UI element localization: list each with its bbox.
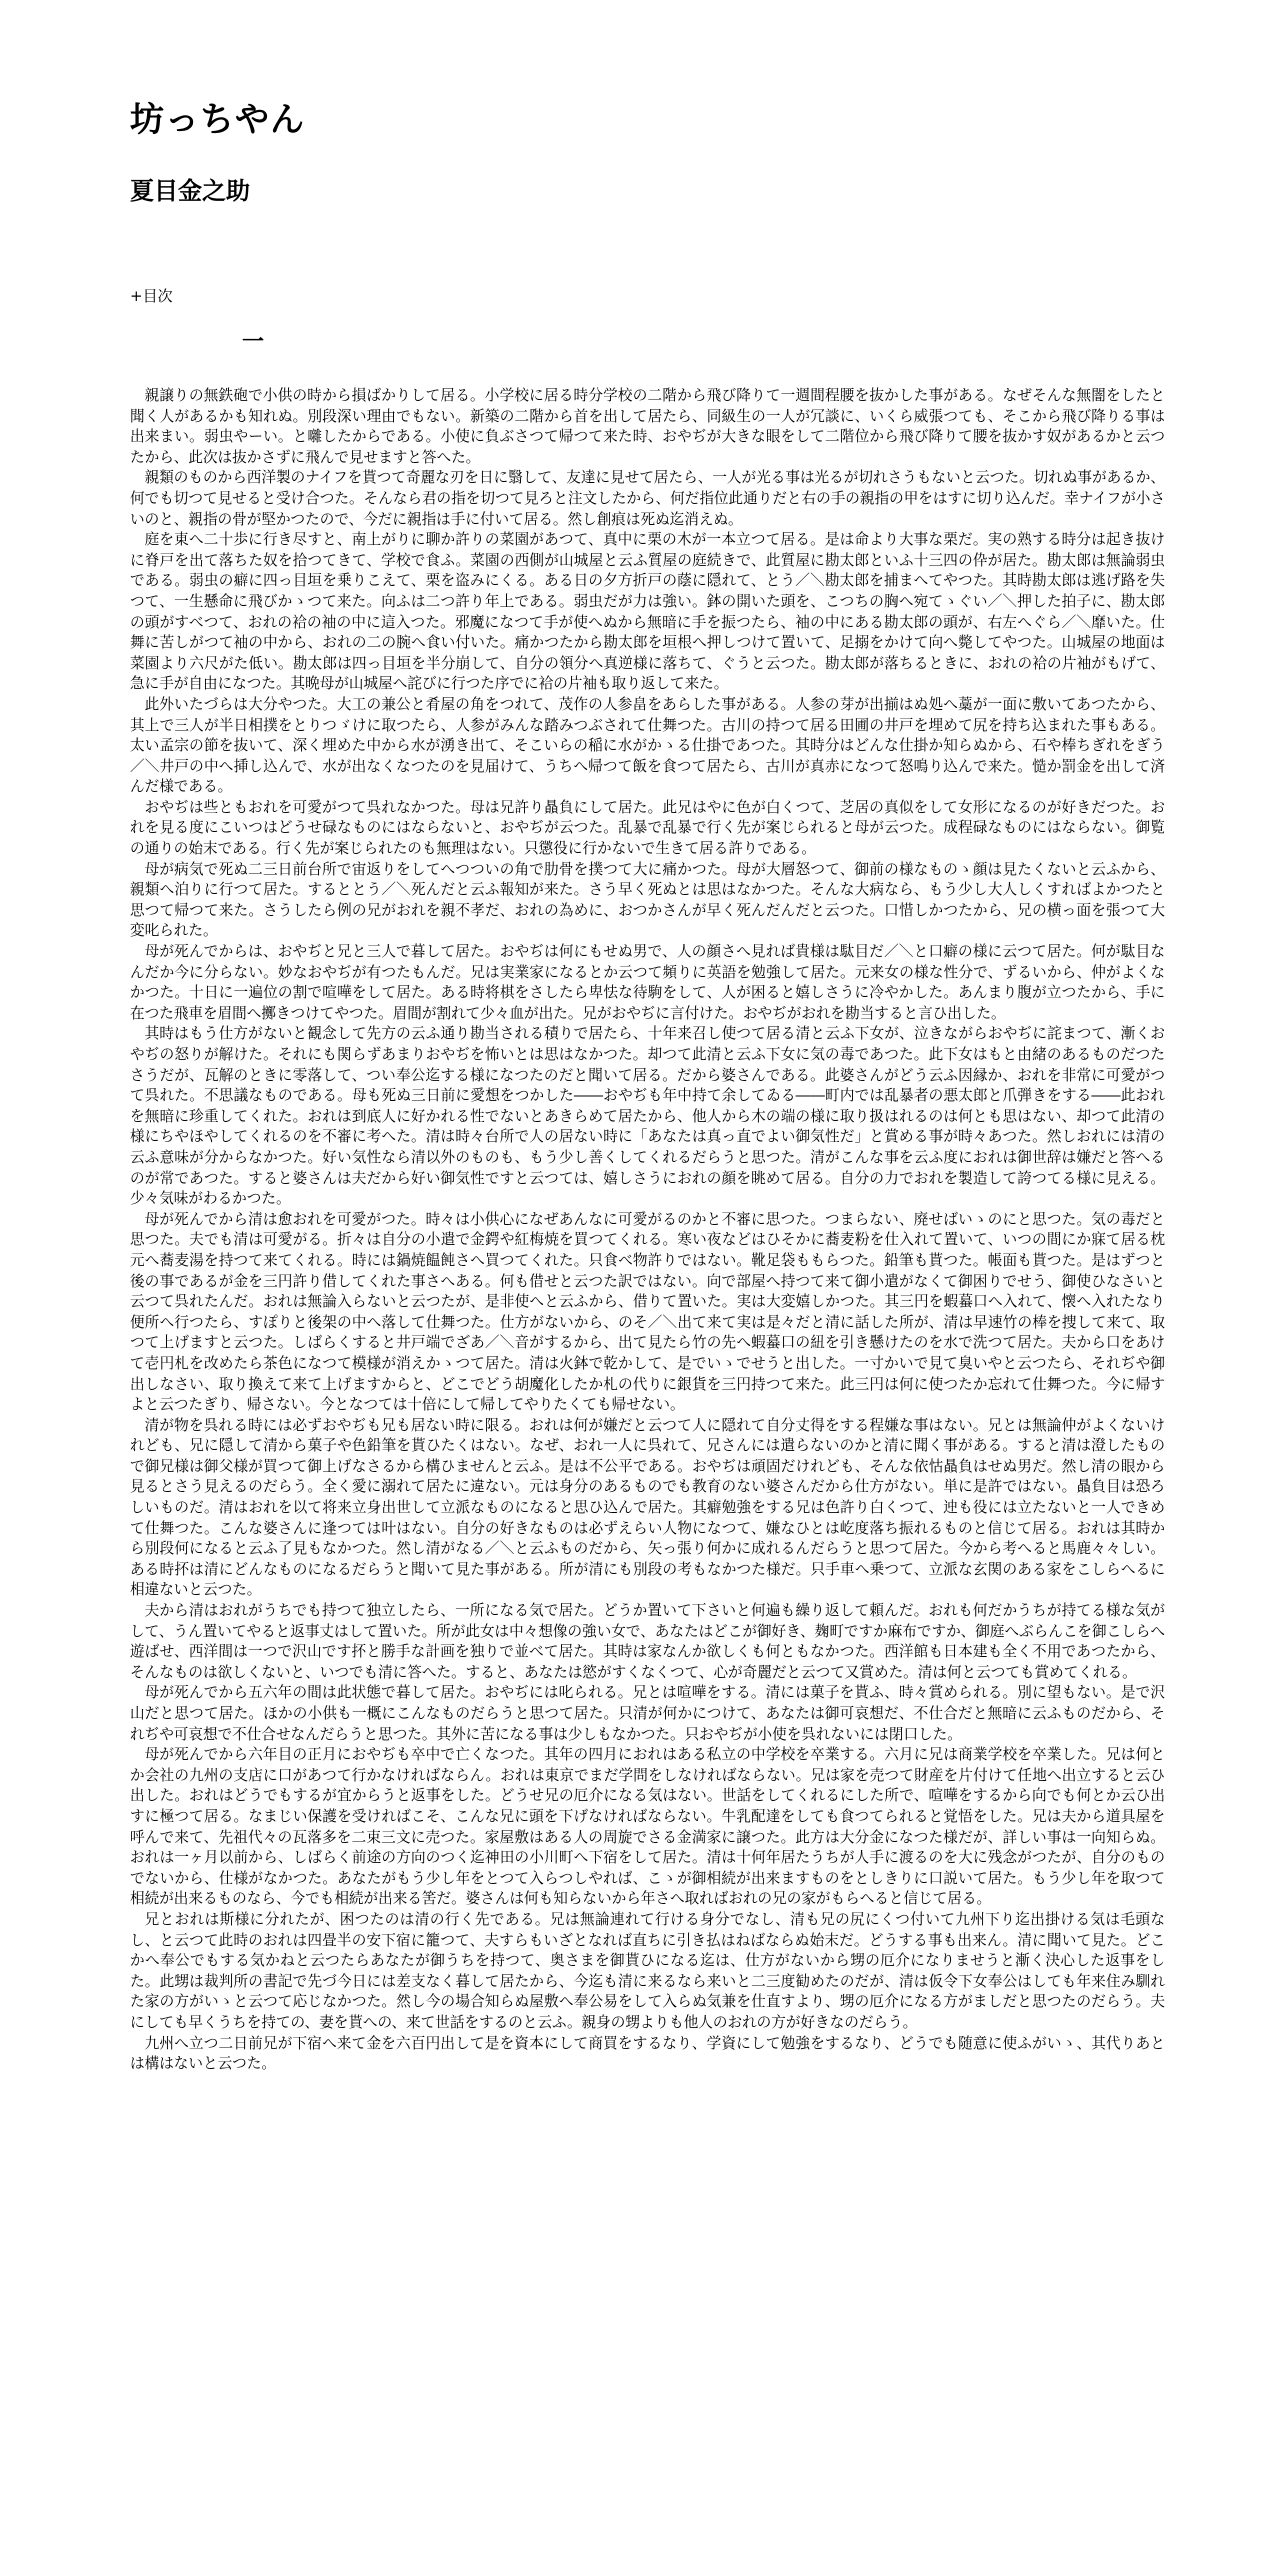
paragraph: 九州へ立つ二日前兄が下宿へ来て金を六百円出して是を資本にして商買をするなり、学資にして勉強をするなり、どうでも随意に使ふがいゝ、其代りあとは構はないと云つた。 [130, 2034, 1165, 2073]
paragraph: 夫から清はおれがうちでも持つて独立したら、一所になる気で居た。どうか置いて下さいと何遍も繰り返して頼んだ。おれも何だかうちが持てる様な気がして、うん置いてやると返事丈はして置いた。所が此女は中々想像の強い女で、あなたはどこが御好き、麹町ですか麻布ですか、御庭へぶらんこを御こしらへ遊ばせ、西洋間は一つで沢山です抔と勝手な計画を独りで並べて居た。其時は家なんか欲しくも何ともなかつた。西洋館も日本建も全く不用であつたから、そんなものは欲しくないと、いつでも清に答へた。すると、あなたは慾がすくなくつて、心が奇麗だと云つて又賞めた。清は何と云つても賞めてくれる。 [130, 1602, 1165, 1681]
paragraph: 親譲りの無鉄砲で小供の時から損ばかりして居る。小学校に居る時分学校の二階から飛び降りて一週間程腰を抜かした事がある。なぜそんな無闇をしたと聞く人があるかも知れぬ。別段深い理由でもない。新築の二階から首を出して居たら、同級生の一人が冗談に、いくら威張つても、そこから飛び降りる事は出来まい。弱虫やーい。と囃したからである。小使に負ぶさつて帰つて来た時、おやぢが大きな眼をして二階位から飛び降りて腰を抜かす奴があるかと云つたから、此次は抜かさずに飛んで見せますと答へた。 [130, 387, 1165, 466]
paragraph: 母が死んでから六年目の正月におやぢも卒中で亡くなつた。其年の四月におれはある私立の中学校を卒業する。六月に兄は商業学校を卒業した。兄は何とか会社の九州の支店に口があつて行かなければならん。おれは東京でまだ学問をしなければならない。兄は家を売つて財産を片付けて任地へ出立すると云ひ出した。おれはどうでもするが宜からうと返事をした。どうせ兄の厄介になる気はない。世話をしてくれるにした所で、喧嘩をするから向でも何とか云ひ出すに極つて居る。なまじい保護を受ければこそ、こんな兄に頭を下げなければならない。牛乳配達をしても食つてられると覚悟をした。兄は夫から道具屋を呼んで来て、先祖代々の瓦落多を二束三文に売つた。家屋敷はある人の周旋でさる金満家に譲つた。此方は大分金になつた様だが、詳しい事は一向知らぬ。おれは一ヶ月以前から、しばらく前途の方向のつく迄神田の小川町へ下宿をして居た。清は十何年居たうちが人手に渡るのを大に残念がつたが、自分のものでないから、仕様がなかつた。あなたがもう少し年をとつて入らつしやれば、こゝが御相続が出来ますものをとしきりに口説いて居た。もう少し年を取つて相続が出来るものなら、今でも相続が出来る筈だ。婆さんは何も知らないから年さへ取ればおれの兄の家がもらへると信じて居る。 [130, 1746, 1165, 1908]
paragraph: 母が病気で死ぬ二三日前台所で宙返りをしてへつついの角で肋骨を撲つて大に痛かつた。母が大層怒つて、御前の様なものゝ顔は見たくないと云ふから、親類へ泊りに行つて居た。するととう／＼死んだと云ふ報知が来た。さう早く死ぬとは思はなかつた。そんな大病なら、もう少し大人しくすればよかつたと思つて帰つて来た。さうしたら例の兄がおれを親不孝だ、おれの為めに、おつかさんが早く死んだんだと云つた。口惜しかつたから、兄の横っ面を張つて大変叱られた。 [130, 860, 1165, 940]
paragraph: おやぢは些ともおれを可愛がつて呉れなかつた。母は兄許り贔負にして居た。此兄はやに色が白くつて、芝居の真似をして女形になるのが好きだつた。おれを見る度にこいつはどうせ碌なものにはならないと、おやぢが云つた。乱暴で乱暴で行く先が案じられると母が云つた。成程碌なものにはならない。御覧の通りの始末である。行く先が案じられたのも無理はない。只懲役に行かないで生きて居る許りである。 [130, 798, 1165, 858]
paragraph: 親類のものから西洋製のナイフを貰つて奇麗な刃を日に翳して、友達に見せて居たら、一人が光る事は光るが切れさうもないと云つた。切れぬ事があるか、何でも切つて見せると受け合つた。そんなら君の指を切つて見ろと注文したから、何だ指位此通りだと右の手の親指の甲をはすに切り込んだ。幸ナイフが小さいのと、親指の骨が堅かつたので、今だに親指は手に付いて居る。然し創痕は死ぬ迄消えぬ。 [130, 469, 1165, 528]
paragraph: 兄とおれは斯様に分れたが、困つたのは清の行く先である。兄は無論連れて行ける身分でなし、清も兄の尻にくつ付いて九州下り迄出掛ける気は毛頭なし、と云つて此時のおれは四畳半の安下宿に籠つて、夫すらもいざとなれば直ちに引き払はねばならぬ始末だ。どうする事も出来ん。清に聞いて見た。どこかへ奉公でもする気かねと云つたらあなたが御うちを持つて、奥さまを御貰ひになる迄は、仕方がないから甥の厄介になりませうと漸く決心した返事をした。此甥は裁判所の書記で先づ今日には差支なく暮して居たから、今迄も清に来るなら来いと二三度勧めたのだが、清は仮令下女奉公はしても年来住み馴れた家の方がいゝと云つて応じなかつた。然し今の場合知らぬ屋敷へ奉公易をして入らぬ気兼を仕直すより、甥の厄介になる方がましだと思つたのだらう。夫にしても早くうちを持ての、妻を貰への、来て世話をするのと云ふ。親身の甥よりも他人のおれの方が好きなのだらう。 [130, 1910, 1165, 2031]
toc-toggle[interactable]: +目次 [130, 287, 173, 305]
paragraph: 母が死んでから清は愈おれを可愛がつた。時々は小供心になぜあんなに可愛がるのかと不審に思つた。つまらない、廃せばいゝのにと思つた。気の毒だと思つた。夫でも清は可愛がる。折々は自分の小遣で金鍔や紅梅焼を買つてくれる。寒い夜などはひそかに蕎麦粉を仕入れて置いて、いつの間にか寐て居る枕元へ蕎麦湯を持つて来てくれる。時には鍋焼饂飩さへ買つてくれた。只食べ物許りではない。靴足袋ももらつた。鉛筆も貰つた。帳面も貰つた。是はずつと後の事であるが金を三円許り借してくれた事さへある。何も借せと云つた訳ではない。向で部屋へ持つて来て御小遣がなくて御困りでせう、御使ひなさいと云つて呉れたんだ。おれは無論入らないと云つたが、是非使へと云ふから、借りて置いた。実は大変嬉しかつた。其三円を蝦蟇口へ入れて、懐へ入れたなり便所へ行つたら、すぽりと後架の中へ落して仕舞つた。仕方がないから、のそ／＼出て来て実は是々だと清に話した所が、清は早速竹の棒を捜して来て、取つて上げますと云つた。しばらくすると井戸端でざあ／＼音がするから、出て見たら竹の先へ蝦蟇口の紐を引き懸けたのを水で洗つて居た。夫から口をあけて壱円札を改めたら茶色になつて模様が消えかゝつて居た。清は火鉢で乾かして、是でいゝでせうと出した。一寸かいで見て臭いやと云つたら、それぢや御出しなさい、取り換えて来て上げますからと、どこでどう胡魔化したか札の代りに銀貨を三円持つて来た。此三円は何に使つたか忘れて仕舞つた。今に帰すよと云つたぎり、帰さない。今となつては十倍にして帰してやりたくても帰せない。 [130, 1210, 1165, 1414]
paragraph: 清が物を呉れる時には必ずおやぢも兄も居ない時に限る。おれは何が嫌だと云つて人に隠れて自分丈得をする程嫌な事はない。兄とは無論仲がよくないけれども、兄に隠して清から菓子や色鉛筆を貰ひたくはない。なぜ、おれ一人に呉れて、兄さんには遣らないのかと清に聞く事がある。すると清は澄したもので御兄様は御父様が買つて御上げなさるから構ひませんと云ふ。是は不公平である。おやぢは頑固だけれども、そんな依怙贔負はせぬ男だ。然し清の眼から見るとさう見えるのだらう。全く愛に溺れて居たに違ない。元は身分のあるものでも教育のない婆さんだから仕方がない。単に是許ではない。贔負目は恐ろしいものだ。清はおれを以て将来立身出世して立派なものになると思ひ込んで居た。其癖勉強をする兄は色許り白くつて、迚も役には立たないと一人できめて仕舞つた。こんな婆さんに逢つては叶はない。自分の好きなものは必ずえらい人物になつて、嫌なひとは屹度落ち振れるものと信じて居る。おれは其時から別段何になると云ふ了見もなかつた。然し清がなる／＼と云ふものだから、矢っ張り何かに成れるんだらうと思つて居た。今から考へると馬鹿々々しい。ある時抔は清にどんなものになるだらうと聞いて見た事がある。所が清にも別段の考もなかつた様だ。只手車へ乗つて、立派な玄関のある家をこしらへるに相違ないと云つた。 [130, 1416, 1165, 1599]
paragraph: 其時はもう仕方がないと観念して先方の云ふ通り勘当される積りで居たら、十年来召し使つて居る清と云ふ下女が、泣きながらおやぢに詫まつて、漸くおやぢの怒りが解けた。それにも関らずあまりおやぢを怖いとは思はなかつた。却つて此清と云ふ下女に気の毒であつた。此下女はもと由緒のあるものだつたさうだが、瓦解のときに零落して、つい奉公迄する様になつたのだと聞いて居る。だから婆さんである。此婆さんがどう云ふ因縁か、おれを非常に可愛がつて呉れた。不思議なものである。母も死ぬ三日前に愛想をつかした――おやぢも年中持て余してゐる――町内では乱暴者の悪太郎と爪弾きをする――此おれを無暗に珍重してくれた。おれは到底人に好かれる性でないとあきらめて居たから、他人から木の端の様に取り扱はれるのは何とも思はない、却つて此清の様にちやほやしてくれるのを不審に考へた。清は時々台所で人の居ない時に「あなたは真っ直でよい御気性だ」と賞める事が時々あつた。然しおれには清の云ふ意味が分からなかつた。好い気性なら清以外のものも、もう少し善くしてくれるだらうと思つた。清がこんな事を云ふ度におれは御世辞は嫌だと答へるのが常であつた。すると婆さんは夫だから好い御気性ですと云つては、嬉しさうにおれの顔を眺めて居る。自分の力でおれを製造して誇つてる様に見える。少々気味がわるかつた。 [130, 1025, 1165, 1208]
paragraph: 母が死んでから五六年の間は此状態で暮して居た。おやぢには叱られる。兄とは喧嘩をする。清には菓子を貰ふ、時々賞められる。別に望もない。是で沢山だと思つて居た。ほかの小供も一概にこんなものだらうと思つて居た。只清が何かにつけて、あなたは御可哀想だ、不仕合だと無暗に云ふものだから、それぢや可哀想で不仕合せなんだらうと思つた。其外に苦になる事は少しもなかつた。只おやぢが小使を呉れないには閉口した。 [130, 1684, 1165, 1743]
chapter-body [130, 386, 1165, 2075]
paragraph: 母が死んでからは、おやぢと兄と三人で暮して居た。おやぢは何にもせぬ男で、人の顔さへ見れば貴様は駄目だ／＼と口癖の様に云つて居た。何が駄目なんだか今に分らない。妙なおやぢが有つたもんだ。兄は実業家になるとか云つて頻りに英語を勉強して居た。元来女の様な性分で、ずるいから、仲がよくなかつた。十日に一遍位の割で喧嘩をして居た。ある時将棋をさしたら卑怯な待駒をして、人が困ると嬉しさうに冷やかした。あんまり腹が立つたから、手に在つた飛車を眉間へ擲きつけてやつた。眉間が割れて少々血が出た。兄がおやぢに言付けた。おやぢがおれを勘当すると言ひ出した。 [130, 943, 1165, 1022]
book-title: 坊っちやん [130, 100, 305, 140]
paragraph: 此外いたづらは大分やつた。大工の兼公と肴屋の角をつれて、茂作の人参畠をあらした事がある。人参の芽が出揃はぬ処へ藁が一面に敷いてあつたから、其上で三人が半日相撲をとりつゞけに取つたら、人参がみんな踏みつぶされて仕舞つた。古川の持つて居る田圃の井戸を埋めて尻を持ち込まれた事もある。太い孟宗の節を抜いて、深く埋めた中から水が湧き出て、そこいらの稲に水がかゝる仕掛であつた。其時分はどんな仕掛か知らぬから、石や棒ちぎれをぎう／＼井戸の中へ挿し込んで、水が出なくなつたのを見届けて、うちへ帰つて飯を食つて居たら、古川が真赤になつて怒鳴り込んで来た。慥か罰金を出して済んだ様である。 [130, 695, 1165, 796]
paragraph: 庭を東へ二十歩に行き尽すと、南上がりに聊か許りの菜園があつて、真中に栗の木が一本立つて居る。是は命より大事な栗だ。実の熟する時分は起き抜けに脊戸を出て落ちた奴を拾つてきて、学校で食ふ。菜園の西側が山城屋と云ふ質屋の庭続きで、此質屋に勘太郎といふ十三四の伜が居た。勘太郎は無論弱虫である。弱虫の癖に四っ目垣を乗りこえて、栗を盗みにくる。ある日の夕方折戸の蔭に隠れて、とう／＼勘太郎を捕まへてやつた。其時勘太郎は逃げ路を失つて、一生懸命に飛びかゝつて来た。向ふは二つ許り年上である。弱虫だが力は強い。鉢の開いた頭を、こつちの胸へ宛てゝぐい／＼押した拍子に、勘太郎の頭がすべつて、おれの袷の袖の中に這入つた。邪魔になつて手が使へぬから無暗に手を振つたら、袖の中にある勘太郎の頭が、右左へぐら／＼靡いた。仕舞に苦しがつて袖の中から、おれの二の腕へ食い付いた。痛かつたから勘太郎を垣根へ押しつけて置いて、足搦をかけて向へ斃してやつた。山城屋の地面は菜園より六尺がた低い。勘太郎は四っ目垣を半分崩して、自分の領分へ真逆様に落ちて、ぐうと云つた。勘太郎が落ちるときに、おれの袷の片袖がもげて、急に手が自由になつた。其晩母が山城屋へ詫びに行つた序でに袷の片袖も取り返して来た。 [130, 531, 1165, 693]
book-author: 夏目金之助 [130, 177, 250, 205]
chapter-number: 一 [242, 330, 265, 355]
